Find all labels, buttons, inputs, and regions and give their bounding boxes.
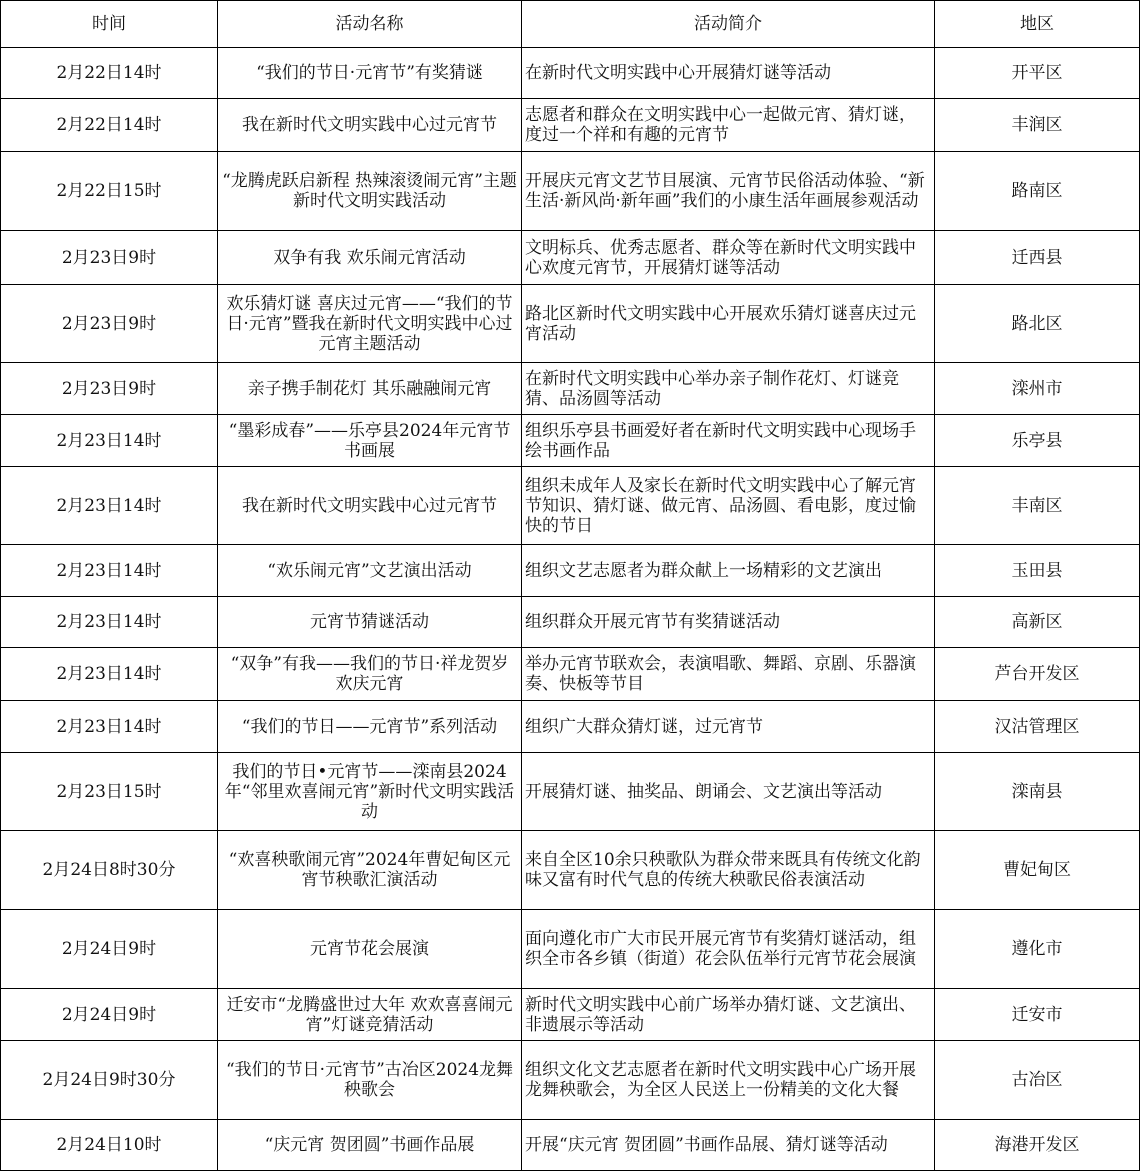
cell-activity-intro: 开展庆元宵文艺节目展演、元宵节民俗活动体验、“新生活·新风尚·新年画”我们的小康生活年画展参观活动 (522, 152, 935, 231)
cell-time: 2月23日9时 (1, 231, 218, 285)
cell-activity-intro: 组织未成年人及家长在新时代文明实践中心了解元宵节知识、猜灯谜、做元宵、品汤圆、看电影，度过愉快的节日 (522, 467, 935, 545)
cell-activity-name: 我在新时代文明实践中心过元宵节 (218, 467, 522, 545)
cell-time: 2月24日9时 (1, 989, 218, 1041)
table-row (1, 99, 1140, 152)
table-row (1, 910, 1140, 989)
cell-time: 2月23日14时 (1, 597, 218, 648)
table-row (1, 467, 1140, 545)
cell-region: 古冶区 (935, 1041, 1140, 1120)
cell-activity-name: “庆元宵 贺团圆”书画作品展 (218, 1120, 522, 1171)
cell-activity-name: “龙腾虎跃启新程 热辣滚烫闹元宵”主题新时代文明实践活动 (218, 152, 522, 231)
table-row (1, 831, 1140, 910)
cell-activity-name: 迁安市“龙腾盛世过大年 欢欢喜喜闹元宵”灯谜竞猜活动 (218, 989, 522, 1041)
cell-activity-name: 我在新时代文明实践中心过元宵节 (218, 99, 522, 152)
cell-activity-intro: 组织文艺志愿者为群众献上一场精彩的文艺演出 (522, 545, 935, 597)
cell-region: 汉沽管理区 (935, 701, 1140, 753)
cell-activity-name: “我们的节日·元宵节”有奖猜谜 (218, 48, 522, 99)
table-row (1, 1041, 1140, 1120)
cell-activity-name: “欢乐闹元宵”文艺演出活动 (218, 545, 522, 597)
table-row (1, 648, 1140, 701)
cell-time: 2月24日10时 (1, 1120, 218, 1171)
cell-time: 2月23日14时 (1, 545, 218, 597)
cell-time: 2月22日14时 (1, 48, 218, 99)
table-row (1, 231, 1140, 285)
cell-time: 2月24日8时30分 (1, 831, 218, 910)
cell-activity-intro: 志愿者和群众在文明实践中心一起做元宵、猜灯谜，度过一个祥和有趣的元宵节 (522, 99, 935, 152)
cell-time: 2月24日9时 (1, 910, 218, 989)
cell-region: 迁西县 (935, 231, 1140, 285)
table-row (1, 701, 1140, 753)
table-row (1, 415, 1140, 467)
table-row (1, 48, 1140, 99)
table-row (1, 545, 1140, 597)
cell-activity-intro: 面向遵化市广大市民开展元宵节有奖猜灯谜活动，组织全市各乡镇（街道）花会队伍举行元宵节花会展演 (522, 910, 935, 989)
cell-time: 2月22日15时 (1, 152, 218, 231)
cell-activity-intro: 开展猜灯谜、抽奖品、朗诵会、文艺演出等活动 (522, 753, 935, 831)
header-activity-name: 活动名称 (218, 1, 522, 48)
cell-activity-name: “我们的节日·元宵节”古冶区2024龙舞秧歌会 (218, 1041, 522, 1120)
cell-time: 2月23日15时 (1, 753, 218, 831)
cell-activity-intro: 路北区新时代文明实践中心开展欢乐猜灯谜喜庆过元宵活动 (522, 285, 935, 363)
header-activity-intro: 活动简介 (522, 1, 935, 48)
cell-activity-name: “欢喜秧歌闹元宵”2024年曹妃甸区元宵节秧歌汇演活动 (218, 831, 522, 910)
cell-activity-intro: 组织文化文艺志愿者在新时代文明实践中心广场开展龙舞秧歌会，为全区人民送上一份精美的文化大餐 (522, 1041, 935, 1120)
header-time: 时间 (1, 1, 218, 48)
table-row (1, 753, 1140, 831)
cell-activity-name: 元宵节花会展演 (218, 910, 522, 989)
table-row (1, 597, 1140, 648)
cell-activity-name: 欢乐猜灯谜 喜庆过元宵——“我们的节日·元宵”暨我在新时代文明实践中心过元宵主题活动 (218, 285, 522, 363)
cell-activity-intro: 开展“庆元宵 贺团圆”书画作品展、猜灯谜等活动 (522, 1120, 935, 1171)
cell-region: 路南区 (935, 152, 1140, 231)
cell-activity-name: “双争”有我——我们的节日·祥龙贺岁 欢庆元宵 (218, 648, 522, 701)
cell-region: 路北区 (935, 285, 1140, 363)
cell-activity-intro: 在新时代文明实践中心举办亲子制作花灯、灯谜竞猜、品汤圆等活动 (522, 363, 935, 415)
cell-time: 2月23日14时 (1, 415, 218, 467)
cell-region: 遵化市 (935, 910, 1140, 989)
cell-time: 2月24日9时30分 (1, 1041, 218, 1120)
cell-region: 开平区 (935, 48, 1140, 99)
cell-region: 丰润区 (935, 99, 1140, 152)
cell-time: 2月23日9时 (1, 285, 218, 363)
cell-activity-name: 双争有我 欢乐闹元宵活动 (218, 231, 522, 285)
cell-region: 乐亭县 (935, 415, 1140, 467)
cell-region: 滦州市 (935, 363, 1140, 415)
cell-activity-intro: 新时代文明实践中心前广场举办猜灯谜、文艺演出、非遗展示等活动 (522, 989, 935, 1041)
cell-time: 2月23日14时 (1, 467, 218, 545)
cell-region: 迁安市 (935, 989, 1140, 1041)
table-row (1, 1120, 1140, 1171)
cell-time: 2月23日9时 (1, 363, 218, 415)
table-row (1, 152, 1140, 231)
cell-activity-name: 我们的节日•元宵节——滦南县2024年“邻里欢喜闹元宵”新时代文明实践活动 (218, 753, 522, 831)
cell-activity-name: 亲子携手制花灯 其乐融融闹元宵 (218, 363, 522, 415)
cell-activity-name: “我们的节日——元宵节”系列活动 (218, 701, 522, 753)
cell-region: 滦南县 (935, 753, 1140, 831)
cell-time: 2月23日14时 (1, 701, 218, 753)
cell-time: 2月23日14时 (1, 648, 218, 701)
cell-region: 丰南区 (935, 467, 1140, 545)
cell-activity-intro: 文明标兵、优秀志愿者、群众等在新时代文明实践中心欢度元宵节，开展猜灯谜等活动 (522, 231, 935, 285)
header-row (1, 1, 1140, 48)
cell-region: 芦台开发区 (935, 648, 1140, 701)
cell-activity-intro: 组织乐亭县书画爱好者在新时代文明实践中心现场手绘书画作品 (522, 415, 935, 467)
cell-activity-intro: 组织群众开展元宵节有奖猜谜活动 (522, 597, 935, 648)
cell-activity-intro: 举办元宵节联欢会，表演唱歌、舞蹈、京剧、乐器演奏、快板等节目 (522, 648, 935, 701)
table-row (1, 363, 1140, 415)
cell-activity-name: “墨彩成春”——乐亭县2024年元宵节书画展 (218, 415, 522, 467)
cell-activity-intro: 组织广大群众猜灯谜，过元宵节 (522, 701, 935, 753)
cell-region: 海港开发区 (935, 1120, 1140, 1171)
cell-region: 玉田县 (935, 545, 1140, 597)
cell-region: 曹妃甸区 (935, 831, 1140, 910)
cell-activity-name: 元宵节猜谜活动 (218, 597, 522, 648)
table-row (1, 285, 1140, 363)
header-region: 地区 (935, 1, 1140, 48)
cell-activity-intro: 在新时代文明实践中心开展猜灯谜等活动 (522, 48, 935, 99)
cell-region: 高新区 (935, 597, 1140, 648)
cell-time: 2月22日14时 (1, 99, 218, 152)
table-row (1, 989, 1140, 1041)
cell-activity-intro: 来自全区10余只秧歌队为群众带来既具有传统文化韵味又富有时代气息的传统大秧歌民俗表演活动 (522, 831, 935, 910)
